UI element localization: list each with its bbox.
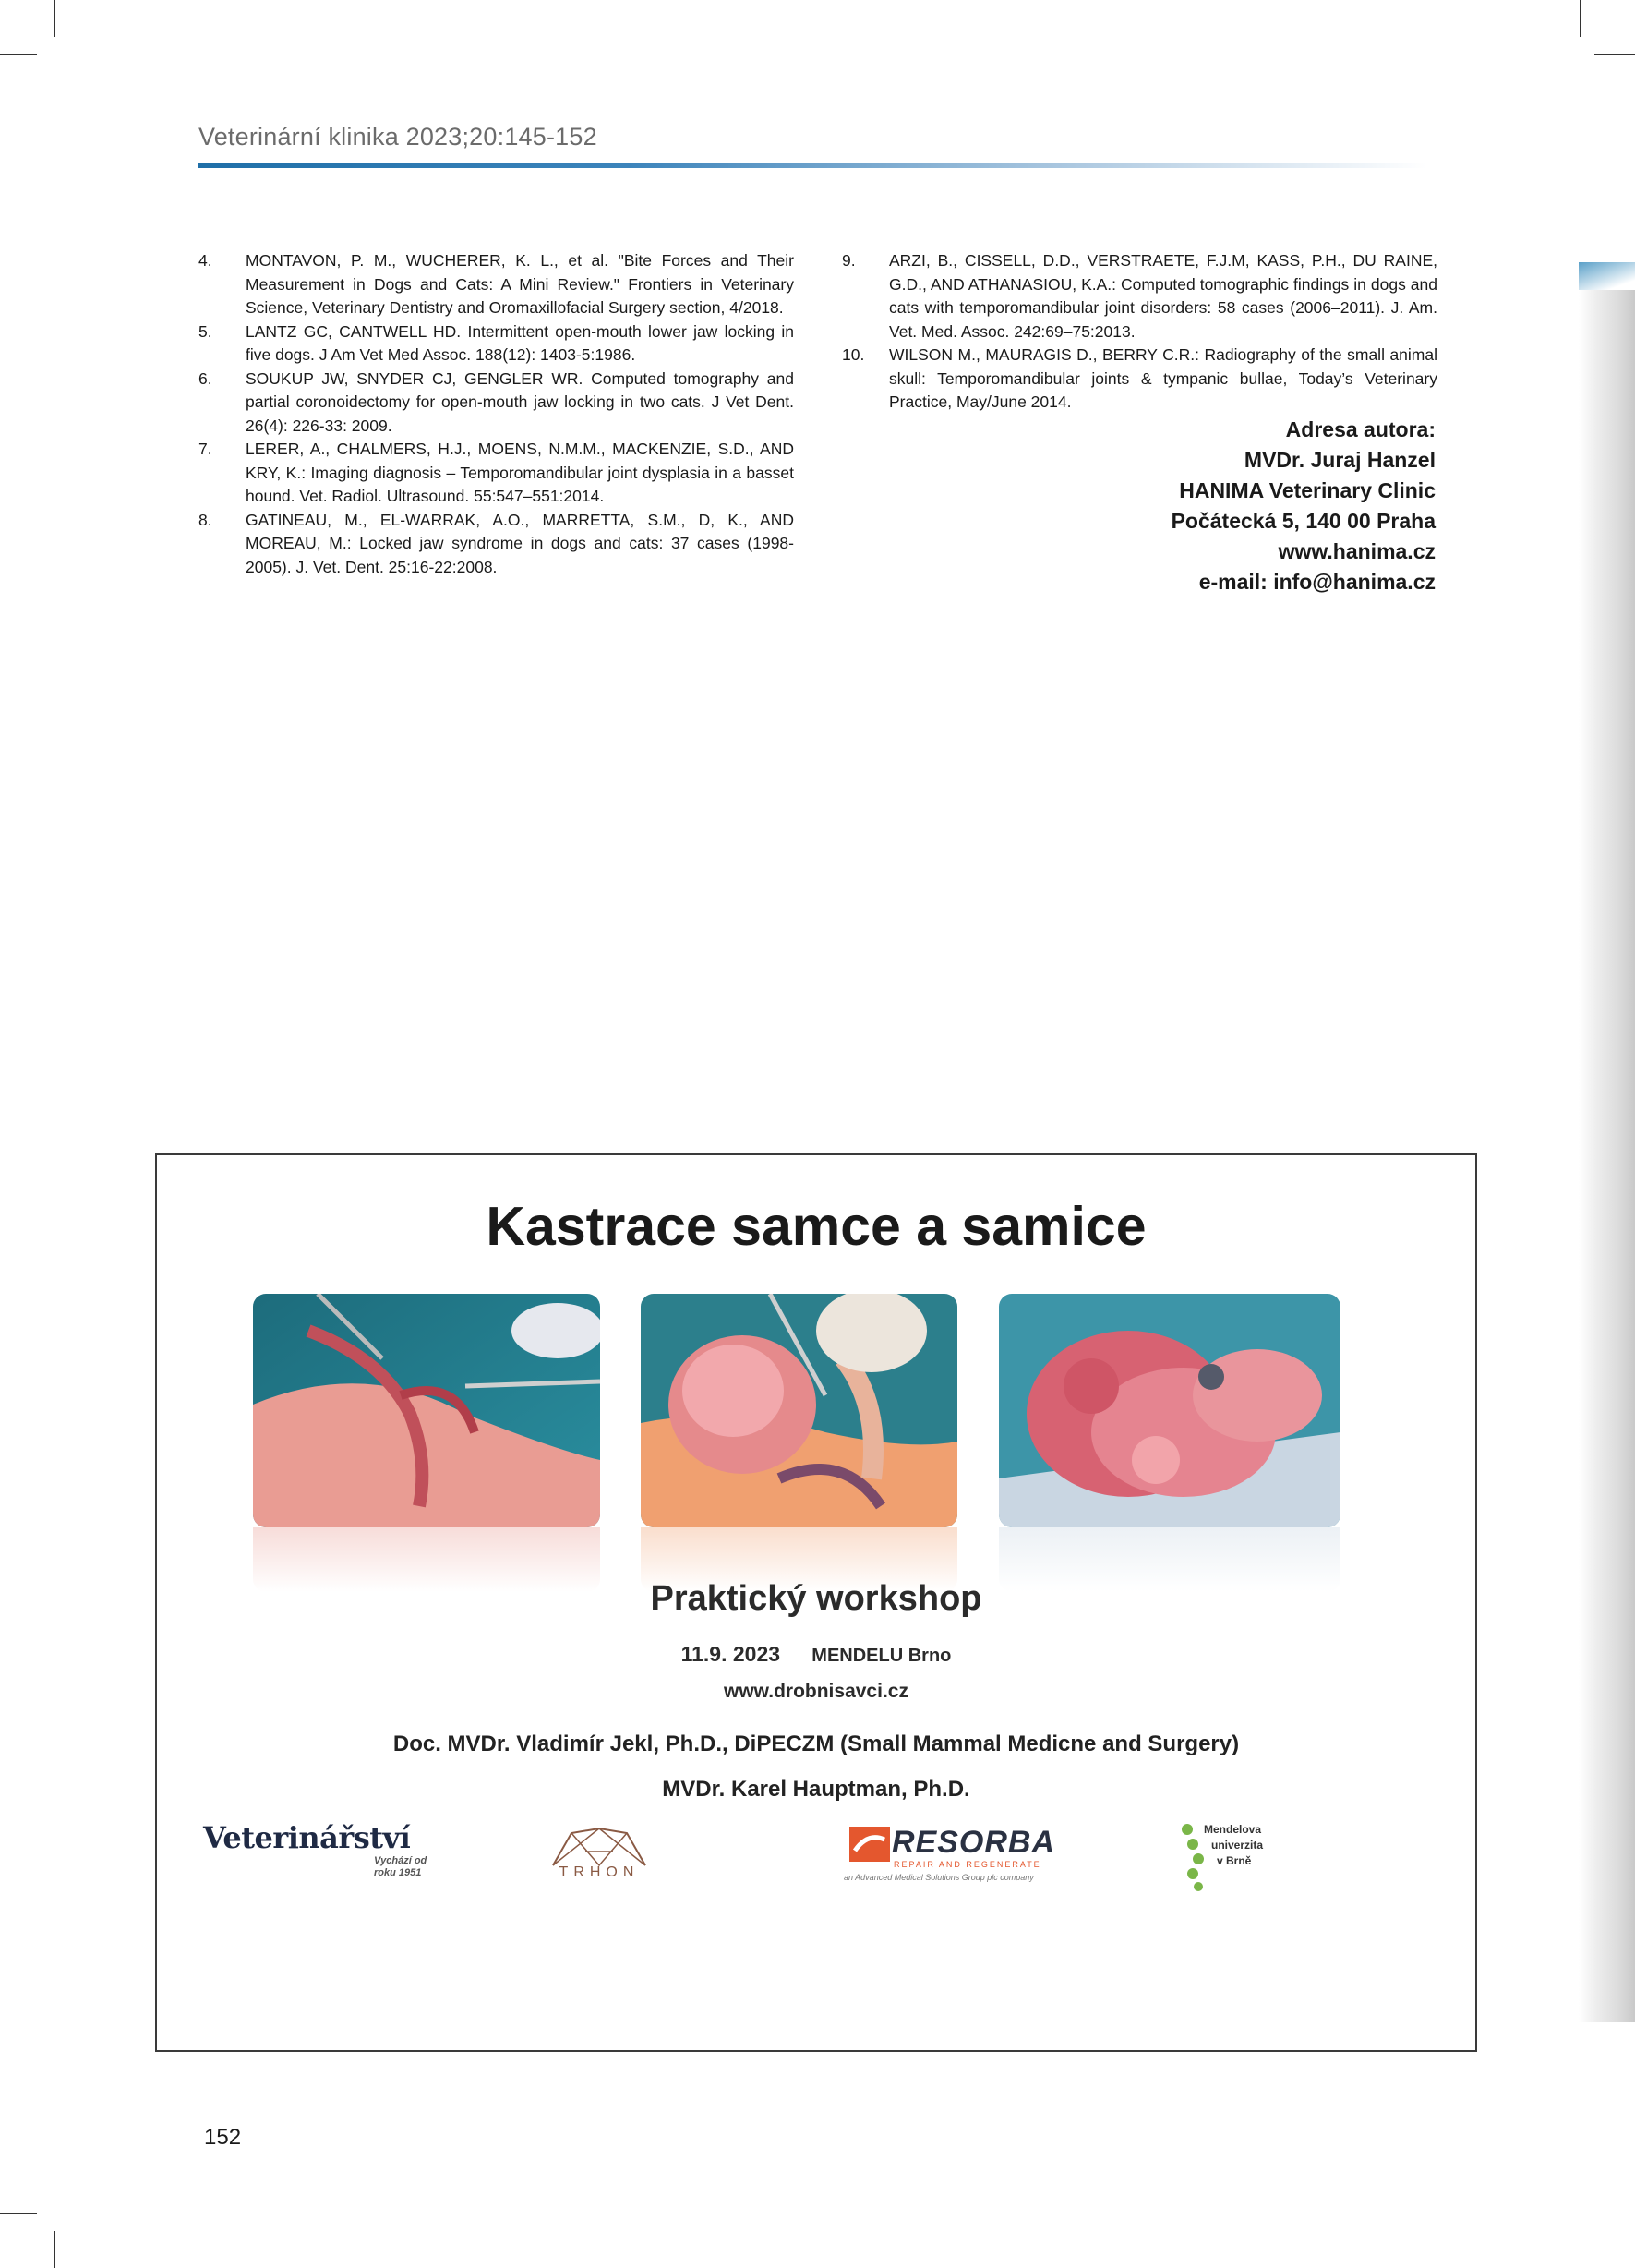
references-left-column — [198, 249, 794, 579]
resorba-wordmark: RESORBA — [892, 1825, 1056, 1860]
header-rule — [198, 163, 1426, 168]
reference-text: LERER, A., CHALMERS, H.J., MOENS, N.M.M., MACKENZIE, S.D., AND KRY, K.: Imaging diagnosis – Temporomandibular joint dysplasia in a basset hound. Vet. Radiol. Ultrasound. 55:547–551:2014. — [246, 440, 794, 505]
advert-subtitle: Praktický workshop — [650, 1579, 982, 1618]
reference-item — [198, 320, 794, 368]
advert-lecturer-1: Doc. MVDr. Vladimír Jekl, Ph.D., DiPECZM (Small Mammal Medicne and Surgery) — [392, 1731, 1240, 1756]
surgery-photo-3-image — [999, 1294, 1340, 1527]
trhon-wordmark: TRHON — [559, 1864, 640, 1880]
veterinarstvi-tagline: Vychází od roku 1951 — [374, 1855, 427, 1878]
logo-mendelu — [1180, 1822, 1309, 1896]
reference-number: 7. — [198, 440, 212, 458]
advert-date: 11.9. 2023 — [680, 1642, 781, 1666]
mendelu-line-1: Mendelova — [1204, 1823, 1262, 1836]
reference-text: GATINEAU, M., EL-WARRAK, A.O., MARRETTA, S.M., D, K., AND MOREAU, M.: Locked jaw syndrome in dogs and cats: 37 cases (1998-2005). J. Vet. Dent. 25:16-22:2008. — [246, 510, 794, 576]
reference-number: 6. — [198, 368, 212, 388]
crop-mark — [0, 2213, 37, 2214]
advert-website[interactable]: www.drobnisavci.cz — [724, 1681, 908, 1702]
reference-number: 9. — [842, 251, 856, 270]
surgery-photo-3 — [999, 1294, 1340, 1527]
resorba-emblem-icon — [849, 1827, 890, 1862]
reference-number: 10. — [842, 345, 865, 364]
mendelu-line-3: v Brně — [1217, 1854, 1252, 1867]
workshop-advert — [155, 1153, 1477, 2052]
advert-date-venue — [157, 1642, 1475, 1667]
logo-veterinarstvi — [203, 1820, 480, 1894]
page-edge-strip — [1579, 268, 1635, 2022]
reference-item — [198, 249, 794, 320]
reference-text: ARZI, B., CISSELL, D.D., VERSTRAETE, F.J.M, KASS, P.H., DU RAINE, G.D., AND ATHANASIOU, K.A.: Computed tomographic findings in dogs and cats with temporomandibular joint disorders: 58 cases (2006–2011). J. Am. Vet. Med. Assoc. 242:69–75:2013. — [889, 251, 1437, 341]
references-right-column — [842, 249, 1437, 415]
trhon-emblem-icon — [548, 1824, 650, 1870]
street-address: Počátecká 5, 140 00 Praha — [1171, 509, 1436, 533]
author-name: MVDr. Juraj Hanzel — [1244, 448, 1436, 472]
reference-number: 4. — [198, 251, 212, 270]
crop-mark — [1580, 0, 1581, 37]
reference-item — [198, 438, 794, 509]
page-number: 152 — [204, 2125, 242, 2150]
crop-mark — [54, 0, 55, 37]
website-link[interactable]: www.hanima.cz — [1278, 539, 1436, 563]
surgery-photo-2-image — [641, 1294, 957, 1527]
surgery-photo-1 — [253, 1294, 600, 1527]
resorba-tagline: REPAIR AND REGENERATE — [894, 1860, 1041, 1869]
crop-mark — [1594, 54, 1635, 55]
veterinarstvi-wordmark: Veterinářství — [203, 1820, 411, 1855]
advert-title: Kastrace samce a samice — [486, 1196, 1147, 1257]
surgery-photo-1-image — [253, 1294, 600, 1527]
reference-text: WILSON M., MAURAGIS D., BERRY C.R.: Radiography of the small animal skull: Temporomandibular joints & tympanic bullae, Today’s Veterinary Practice, May/June 2014. — [889, 345, 1437, 411]
mendelu-line-2: univerzita — [1211, 1839, 1264, 1852]
surgery-photo-2 — [641, 1294, 957, 1527]
reference-number: 5. — [198, 321, 212, 341]
advert-lecturer-2: MVDr. Karel Hauptman, Ph.D. — [662, 1777, 970, 1802]
reference-text: MONTAVON, P. M., WUCHERER, K. L., et al. "Bite Forces and Their Measurement in Dogs and Cats: A Mini Review." Frontiers in Veterinary Science, Veterinary Dentistry and Oromaxillofacial Surgery section, 4/2018. — [246, 251, 794, 317]
reference-text: LANTZ GC, CANTWELL HD. Intermittent open-mouth lower jaw locking in five dogs. J Am Vet Med Assoc. 188(12): 1403-5:1986. — [246, 321, 794, 364]
logo-resorba — [844, 1825, 1056, 1889]
reference-item — [842, 249, 1437, 344]
clinic-name: HANIMA Veterinary Clinic — [1179, 478, 1436, 502]
advert-venue: MENDELU Brno — [811, 1646, 952, 1666]
crop-mark — [54, 2231, 55, 2268]
reference-text: SOUKUP JW, SNYDER CJ, GENGLER WR. Computed tomography and partial coronoidectomy for open-mouth jaw locking in two cats. J Vet Dent. 26(4): 226-33: 2009. — [246, 368, 794, 435]
running-head: Veterinární klinika 2023;20:145-152 — [198, 123, 597, 151]
address-heading: Adresa autora: — [1285, 417, 1436, 441]
crop-mark — [0, 54, 37, 55]
reference-number: 8. — [198, 510, 212, 529]
reference-item — [198, 368, 794, 439]
logo-trhon — [548, 1824, 650, 1888]
resorba-group-line: an Advanced Medical Solutions Group plc company — [844, 1873, 1034, 1882]
reference-item — [198, 509, 794, 580]
author-address — [1016, 415, 1436, 597]
email-link[interactable]: e-mail: info@hanima.cz — [1198, 570, 1436, 594]
reference-item — [842, 344, 1437, 415]
